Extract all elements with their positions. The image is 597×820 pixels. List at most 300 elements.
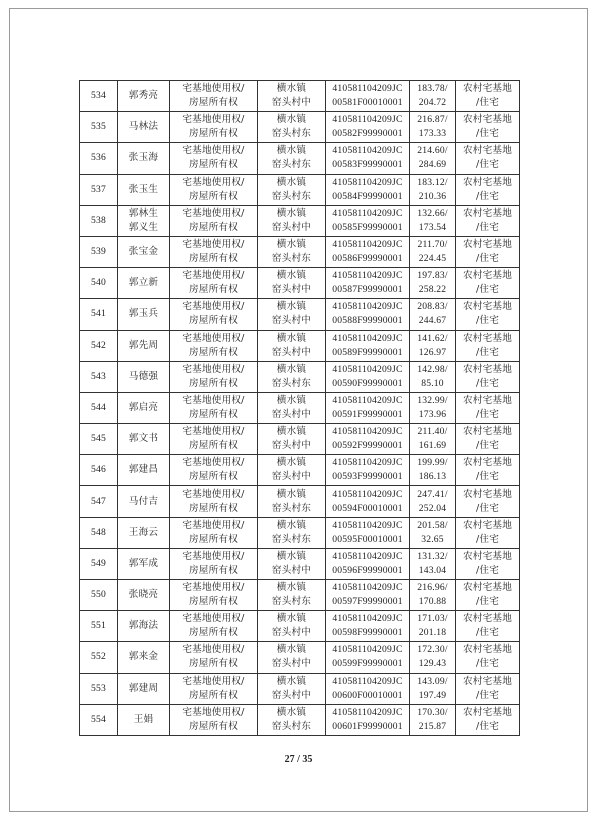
cell-text-line: 410581104209JC <box>332 457 403 469</box>
cell-text-line: 横水镇 <box>276 519 307 531</box>
cell-text-line: 横水镇 <box>276 239 307 251</box>
record-number-cell: 549 <box>80 548 118 579</box>
cell-text-line: 窑头村东 <box>271 596 312 608</box>
unit-code-cell <box>326 611 410 642</box>
cell-text-line: 00587F99990001 <box>332 284 403 296</box>
table-row <box>80 268 520 299</box>
land-use-cell <box>456 517 520 548</box>
cell-text-line: /住宅 <box>475 720 500 732</box>
owner-name-cell <box>118 361 170 392</box>
area-cell <box>410 455 456 486</box>
cell-text-line: 410581104209JC <box>332 675 403 687</box>
cell-text-line: 农村宅基地 <box>463 301 512 313</box>
cell-text-line: 窑头村中 <box>271 221 312 233</box>
land-use-cell <box>456 642 520 673</box>
area-cell <box>410 517 456 548</box>
owner-name-cell <box>118 330 170 361</box>
cell-text-line: 马林法 <box>128 121 159 133</box>
cell-text-line: 171.03/ <box>417 613 448 625</box>
cell-text-line: 211.70/ <box>417 239 448 251</box>
cell-text-line: 郭军成 <box>128 557 159 569</box>
area-cell <box>410 330 456 361</box>
cell-text-line: 00592F99990001 <box>332 440 403 452</box>
table-row <box>80 205 520 236</box>
unit-code-cell <box>326 236 410 267</box>
cell-text-line: 142.98/ <box>417 363 448 375</box>
unit-code-cell <box>326 673 410 704</box>
record-number-cell: 540 <box>80 268 118 299</box>
cell-text-line: 房屋所有权 <box>189 658 238 670</box>
location-cell <box>258 174 326 205</box>
cell-text-line: 房屋所有权 <box>189 440 238 452</box>
area-cell <box>410 112 456 143</box>
location-cell <box>258 268 326 299</box>
right-type-cell <box>170 361 258 392</box>
cell-text-line: 横水镇 <box>276 114 307 126</box>
unit-code-cell <box>326 205 410 236</box>
cell-text-line: 房屋所有权 <box>189 253 238 265</box>
record-number-cell: 539 <box>80 236 118 267</box>
location-cell <box>258 517 326 548</box>
cell-text-line: 农村宅基地 <box>463 457 512 469</box>
cell-text-line: 马付吉 <box>128 495 159 507</box>
owner-name-cell <box>118 112 170 143</box>
owner-name-cell <box>118 424 170 455</box>
unit-code-cell <box>326 143 410 174</box>
cell-text-line: 170.30/ <box>417 706 448 718</box>
cell-text-line: /住宅 <box>475 408 500 420</box>
cell-text-line: 房屋所有权 <box>189 284 238 296</box>
cell-text-line: 房屋所有权 <box>189 190 238 202</box>
area-cell <box>410 704 456 735</box>
table-row <box>80 330 520 361</box>
cell-text-line: 00599F99990001 <box>332 658 403 670</box>
cell-text-line: 郭义生 <box>128 221 159 233</box>
cell-text-line: 房屋所有权 <box>189 128 238 140</box>
area-cell <box>410 486 456 517</box>
cell-text-line: 窑头村东 <box>271 720 312 732</box>
cell-text-line: 横水镇 <box>276 145 307 157</box>
cell-text-line: 216.96/ <box>417 582 448 594</box>
cell-text-line: /住宅 <box>475 346 500 358</box>
cell-text-line: 郭玉兵 <box>128 308 159 320</box>
cell-text-line: 农村宅基地 <box>463 363 512 375</box>
cell-text-line: 410581104209JC <box>332 239 403 251</box>
land-use-cell <box>456 205 520 236</box>
cell-text-line: 00600F00010001 <box>332 689 403 701</box>
cell-text-line: 410581104209JC <box>332 207 403 219</box>
cell-text-line: 201.58/ <box>417 519 448 531</box>
cell-text-line: 郭建周 <box>128 682 159 694</box>
table-row <box>80 642 520 673</box>
cell-text-line: 宅基地使用权/ <box>182 176 245 188</box>
cell-text-line: 横水镇 <box>276 613 307 625</box>
unit-code-cell <box>326 580 410 611</box>
land-use-cell <box>456 424 520 455</box>
cell-text-line: 410581104209JC <box>332 426 403 438</box>
cell-text-line: 房屋所有权 <box>189 221 238 233</box>
cell-text-line: /住宅 <box>475 596 500 608</box>
cell-text-line: 00601F99990001 <box>332 720 403 732</box>
record-number-cell: 553 <box>80 673 118 704</box>
land-use-cell <box>456 236 520 267</box>
right-type-cell <box>170 392 258 423</box>
cell-text-line: 224.45 <box>418 253 447 265</box>
area-cell <box>410 299 456 330</box>
unit-code-cell <box>326 486 410 517</box>
cell-text-line: 窑头村东 <box>271 377 312 389</box>
owner-name-cell <box>118 517 170 548</box>
land-use-cell <box>456 143 520 174</box>
cell-text-line: 农村宅基地 <box>463 270 512 282</box>
cell-text-line: 横水镇 <box>276 644 307 656</box>
cell-text-line: 农村宅基地 <box>463 207 512 219</box>
owner-name-cell <box>118 81 170 112</box>
cell-text-line: /住宅 <box>475 159 500 171</box>
cell-text-line: 170.88 <box>418 596 447 608</box>
table-row <box>80 236 520 267</box>
record-number-cell: 554 <box>80 704 118 735</box>
record-number-cell: 552 <box>80 642 118 673</box>
cell-text-line: 410581104209JC <box>332 550 403 562</box>
cell-text-line: 284.69 <box>418 159 447 171</box>
cell-text-line: 郭来金 <box>128 651 159 663</box>
table-row <box>80 174 520 205</box>
location-cell <box>258 392 326 423</box>
cell-text-line: 宅基地使用权/ <box>182 644 245 656</box>
cell-text-line: 张晓亮 <box>128 589 159 601</box>
land-use-cell <box>456 611 520 642</box>
cell-text-line: 00583F99990001 <box>332 159 403 171</box>
cell-text-line: 宅基地使用权/ <box>182 207 245 219</box>
record-number-cell: 543 <box>80 361 118 392</box>
cell-text-line: 农村宅基地 <box>463 332 512 344</box>
cell-text-line: 横水镇 <box>276 83 307 95</box>
table-row <box>80 299 520 330</box>
cell-text-line: 窑头村中 <box>271 315 312 327</box>
right-type-cell <box>170 268 258 299</box>
cell-text-line: /住宅 <box>475 253 500 265</box>
cell-text-line: 201.18 <box>418 627 447 639</box>
cell-text-line: 横水镇 <box>276 207 307 219</box>
cell-text-line: 132.99/ <box>417 394 448 406</box>
cell-text-line: 215.87 <box>418 720 447 732</box>
cell-text-line: 410581104209JC <box>332 363 403 375</box>
cell-text-line: 199.99/ <box>417 457 448 469</box>
cell-text-line: 横水镇 <box>276 426 307 438</box>
cell-text-line: 宅基地使用权/ <box>182 426 245 438</box>
cell-text-line: 410581104209JC <box>332 145 403 157</box>
unit-code-cell <box>326 361 410 392</box>
cell-text-line: 窑头村中 <box>271 689 312 701</box>
record-number-cell: 547 <box>80 486 118 517</box>
land-use-cell <box>456 268 520 299</box>
cell-text-line: 410581104209JC <box>332 394 403 406</box>
cell-text-line: 农村宅基地 <box>463 394 512 406</box>
cell-text-line: 张玉海 <box>128 152 159 164</box>
record-number-cell: 544 <box>80 392 118 423</box>
table-row <box>80 611 520 642</box>
cell-text-line: 窑头村中 <box>271 440 312 452</box>
cell-text-line: 00588F99990001 <box>332 315 403 327</box>
right-type-cell <box>170 174 258 205</box>
cell-text-line: 房屋所有权 <box>189 720 238 732</box>
land-use-cell <box>456 299 520 330</box>
cell-text-line: 143.09/ <box>417 675 448 687</box>
area-cell <box>410 205 456 236</box>
cell-text-line: 410581104209JC <box>332 706 403 718</box>
unit-code-cell <box>326 642 410 673</box>
cell-text-line: 00598F99990001 <box>332 627 403 639</box>
record-number-cell: 548 <box>80 517 118 548</box>
land-use-cell <box>456 486 520 517</box>
cell-text-line: 张玉生 <box>128 183 159 195</box>
cell-text-line: 窑头村东 <box>271 533 312 545</box>
cell-text-line: 农村宅基地 <box>463 114 512 126</box>
cell-text-line: 窑头村中 <box>271 627 312 639</box>
cell-text-line: 农村宅基地 <box>463 488 512 500</box>
table-row <box>80 392 520 423</box>
land-use-cell <box>456 361 520 392</box>
cell-text-line: 210.36 <box>418 190 447 202</box>
right-type-cell <box>170 112 258 143</box>
location-cell <box>258 673 326 704</box>
cell-text-line: 410581104209JC <box>332 519 403 531</box>
cell-text-line: 00597F99990001 <box>332 596 403 608</box>
cell-text-line: 宅基地使用权/ <box>182 114 245 126</box>
location-cell <box>258 642 326 673</box>
cell-text-line: 农村宅基地 <box>463 519 512 531</box>
right-type-cell <box>170 704 258 735</box>
cell-text-line: 410581104209JC <box>332 488 403 500</box>
cell-text-line: /住宅 <box>475 471 500 483</box>
table-body <box>80 81 520 736</box>
cell-text-line: 410581104209JC <box>332 176 403 188</box>
cell-text-line: 房屋所有权 <box>189 627 238 639</box>
location-cell <box>258 143 326 174</box>
owner-name-cell <box>118 580 170 611</box>
land-use-cell <box>456 330 520 361</box>
location-cell <box>258 299 326 330</box>
cell-text-line: 横水镇 <box>276 270 307 282</box>
right-type-cell <box>170 673 258 704</box>
table-row <box>80 580 520 611</box>
cell-text-line: 00591F99990001 <box>332 408 403 420</box>
cell-text-line: 00589F99990001 <box>332 346 403 358</box>
cell-text-line: 郭海法 <box>128 620 159 632</box>
table-row <box>80 81 520 112</box>
right-type-cell <box>170 143 258 174</box>
cell-text-line: 161.69 <box>418 440 447 452</box>
cell-text-line: 宅基地使用权/ <box>182 394 245 406</box>
cell-text-line: /住宅 <box>475 377 500 389</box>
cell-text-line: 农村宅基地 <box>463 176 512 188</box>
table-row <box>80 143 520 174</box>
location-cell <box>258 112 326 143</box>
cell-text-line: 横水镇 <box>276 394 307 406</box>
right-type-cell <box>170 580 258 611</box>
right-type-cell <box>170 455 258 486</box>
cell-text-line: 郭建昌 <box>128 464 159 476</box>
cell-text-line: 宅基地使用权/ <box>182 332 245 344</box>
cell-text-line: 宅基地使用权/ <box>182 675 245 687</box>
cell-text-line: 窑头村中 <box>271 97 312 109</box>
location-cell <box>258 205 326 236</box>
cell-text-line: 房屋所有权 <box>189 377 238 389</box>
cell-text-line: 横水镇 <box>276 706 307 718</box>
cell-text-line: 214.60/ <box>417 145 448 157</box>
cell-text-line: /住宅 <box>475 221 500 233</box>
cell-text-line: 窑头村中 <box>271 408 312 420</box>
cell-text-line: 窑头村中 <box>271 658 312 670</box>
area-cell <box>410 424 456 455</box>
cell-text-line: 窑头村中 <box>271 346 312 358</box>
cell-text-line: 410581104209JC <box>332 301 403 313</box>
cell-text-line: 211.40/ <box>417 426 448 438</box>
unit-code-cell <box>326 517 410 548</box>
area-cell <box>410 81 456 112</box>
cell-text-line: /住宅 <box>475 190 500 202</box>
cell-text-line: 00585F99990001 <box>332 221 403 233</box>
area-cell <box>410 580 456 611</box>
cell-text-line: 204.72 <box>418 97 447 109</box>
cell-text-line: 173.33 <box>418 128 447 140</box>
location-cell <box>258 236 326 267</box>
record-number-cell: 551 <box>80 611 118 642</box>
cell-text-line: 197.49 <box>418 689 447 701</box>
cell-text-line: 252.04 <box>418 502 447 514</box>
cell-text-line: 00595F00010001 <box>332 533 403 545</box>
cell-text-line: 房屋所有权 <box>189 564 238 576</box>
registration-table <box>79 80 520 736</box>
right-type-cell <box>170 642 258 673</box>
cell-text-line: 00593F99990001 <box>332 471 403 483</box>
location-cell <box>258 580 326 611</box>
area-cell <box>410 361 456 392</box>
area-cell <box>410 642 456 673</box>
cell-text-line: 宅基地使用权/ <box>182 301 245 313</box>
right-type-cell <box>170 486 258 517</box>
land-use-cell <box>456 673 520 704</box>
cell-text-line: 窑头村中 <box>271 471 312 483</box>
table-row <box>80 424 520 455</box>
cell-text-line: 410581104209JC <box>332 613 403 625</box>
location-cell <box>258 330 326 361</box>
cell-text-line: 132.66/ <box>417 207 448 219</box>
cell-text-line: 房屋所有权 <box>189 159 238 171</box>
cell-text-line: 马德强 <box>128 370 159 382</box>
land-use-cell <box>456 112 520 143</box>
area-cell <box>410 174 456 205</box>
cell-text-line: 横水镇 <box>276 457 307 469</box>
cell-text-line: 房屋所有权 <box>189 346 238 358</box>
cell-text-line: 窑头村东 <box>271 502 312 514</box>
right-type-cell <box>170 517 258 548</box>
cell-text-line: 横水镇 <box>276 488 307 500</box>
cell-text-line: 农村宅基地 <box>463 706 512 718</box>
location-cell <box>258 424 326 455</box>
record-number-cell: 546 <box>80 455 118 486</box>
cell-text-line: 宅基地使用权/ <box>182 582 245 594</box>
cell-text-line: 王娟 <box>133 713 154 725</box>
cell-text-line: 00581F00010001 <box>332 97 403 109</box>
land-use-cell <box>456 174 520 205</box>
area-cell <box>410 143 456 174</box>
cell-text-line: 00596F99990001 <box>332 564 403 576</box>
cell-text-line: 141.62/ <box>417 332 448 344</box>
unit-code-cell <box>326 268 410 299</box>
cell-text-line: /住宅 <box>475 502 500 514</box>
cell-text-line: 横水镇 <box>276 332 307 344</box>
record-number-cell: 545 <box>80 424 118 455</box>
cell-text-line: 410581104209JC <box>332 270 403 282</box>
location-cell <box>258 361 326 392</box>
area-cell <box>410 611 456 642</box>
owner-name-cell <box>118 611 170 642</box>
cell-text-line: 郭先周 <box>128 339 159 351</box>
cell-text-line: 郭文书 <box>128 433 159 445</box>
unit-code-cell <box>326 81 410 112</box>
land-use-cell <box>456 392 520 423</box>
cell-text-line: 173.96 <box>418 408 447 420</box>
cell-text-line: 横水镇 <box>276 301 307 313</box>
cell-text-line: /住宅 <box>475 284 500 296</box>
owner-name-cell <box>118 704 170 735</box>
cell-text-line: 横水镇 <box>276 176 307 188</box>
cell-text-line: 410581104209JC <box>332 644 403 656</box>
record-number-cell: 534 <box>80 81 118 112</box>
record-number-cell: 550 <box>80 580 118 611</box>
area-cell <box>410 268 456 299</box>
unit-code-cell <box>326 455 410 486</box>
cell-text-line: 126.97 <box>418 346 447 358</box>
cell-text-line: 郭林生 <box>128 207 159 219</box>
cell-text-line: 横水镇 <box>276 363 307 375</box>
cell-text-line: 247.41/ <box>417 488 448 500</box>
cell-text-line: 农村宅基地 <box>463 83 512 95</box>
cell-text-line: 宅基地使用权/ <box>182 550 245 562</box>
cell-text-line: 129.43 <box>418 658 447 670</box>
cell-text-line: /住宅 <box>475 627 500 639</box>
owner-name-cell <box>118 299 170 330</box>
owner-name-cell <box>118 642 170 673</box>
land-use-cell <box>456 455 520 486</box>
cell-text-line: 郭秀亮 <box>128 90 159 102</box>
location-cell <box>258 455 326 486</box>
cell-text-line: 房屋所有权 <box>189 315 238 327</box>
table-row <box>80 112 520 143</box>
cell-text-line: 宅基地使用权/ <box>182 488 245 500</box>
cell-text-line: 窑头村东 <box>271 190 312 202</box>
right-type-cell <box>170 81 258 112</box>
right-type-cell <box>170 236 258 267</box>
cell-text-line: 183.78/ <box>417 83 448 95</box>
cell-text-line: 410581104209JC <box>332 114 403 126</box>
table-row <box>80 455 520 486</box>
cell-text-line: 窑头村东 <box>271 159 312 171</box>
cell-text-line: /住宅 <box>475 689 500 701</box>
record-number-cell: 537 <box>80 174 118 205</box>
unit-code-cell <box>326 392 410 423</box>
cell-text-line: /住宅 <box>475 128 500 140</box>
table-row <box>80 704 520 735</box>
record-number-cell: 542 <box>80 330 118 361</box>
record-number-cell: 536 <box>80 143 118 174</box>
owner-name-cell <box>118 548 170 579</box>
owner-name-cell <box>118 143 170 174</box>
cell-text-line: 410581104209JC <box>332 332 403 344</box>
cell-text-line: 85.10 <box>421 377 444 389</box>
